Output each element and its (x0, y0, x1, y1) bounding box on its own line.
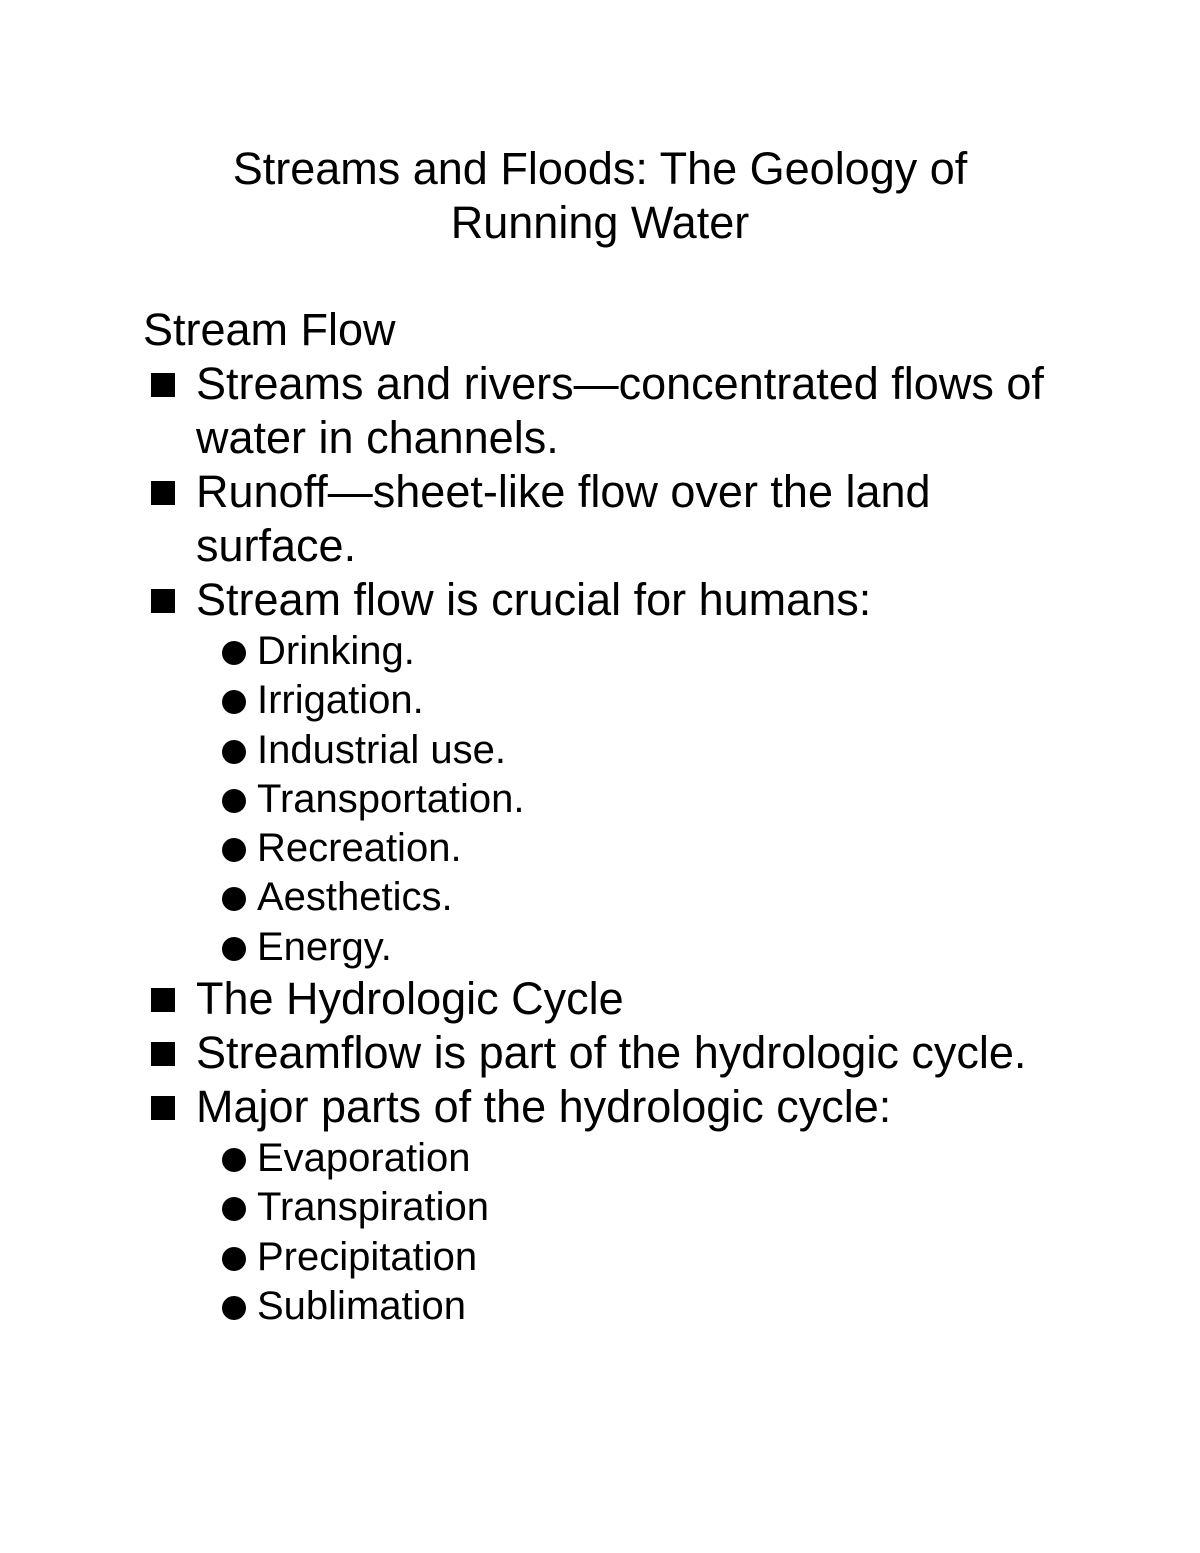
sub-list-item-text: Industrial use. (257, 727, 507, 772)
circle-bullet-icon (222, 1247, 246, 1271)
list-item-text: Runoff—sheet-like flow over the land surface. (196, 466, 931, 571)
sub-list-item-text: Sublimation (257, 1283, 467, 1328)
list-item-text: Streamflow is part of the hydrologic cycle. (196, 1027, 1027, 1079)
square-bullet-icon (151, 1042, 175, 1066)
cycle-parts-list (143, 1134, 1063, 1331)
circle-bullet-icon (222, 1296, 246, 1320)
title-line-2: Running Water (450, 197, 750, 248)
list-item (143, 972, 1063, 1026)
list-item (143, 1026, 1063, 1080)
sub-list-item (143, 1282, 1063, 1331)
circle-bullet-icon (222, 740, 246, 764)
sub-list-item (143, 627, 1063, 676)
circle-bullet-icon (222, 641, 246, 665)
sub-list-item (143, 824, 1063, 873)
circle-bullet-icon (222, 690, 246, 714)
sub-list-item-text: Irrigation. (257, 678, 424, 723)
sub-list-item (143, 1134, 1063, 1183)
circle-bullet-icon (222, 937, 246, 961)
document-body (143, 303, 1063, 1331)
sub-list-item-text: Transpiration (257, 1185, 489, 1230)
sub-list-item-text: Precipitation (257, 1234, 478, 1279)
hydrologic-bullet-list (143, 972, 1063, 1134)
section-heading: Stream Flow (143, 304, 396, 355)
list-item-text: The Hydrologic Cycle (196, 973, 624, 1025)
square-bullet-icon (151, 1096, 175, 1120)
square-bullet-icon (151, 481, 175, 505)
circle-bullet-icon (222, 1197, 246, 1221)
document-title (0, 142, 1200, 250)
circle-bullet-icon (222, 887, 246, 911)
circle-bullet-icon (222, 789, 246, 813)
list-item-text: Stream flow is crucial for humans: (196, 574, 872, 625)
list-item (143, 357, 1063, 465)
list-item-text: Major parts of the hydrologic cycle: (196, 1081, 892, 1133)
list-item-text: Streams and rivers—concentrated flows of water in channels. (196, 358, 1044, 463)
sub-list-item-text: Evaporation (257, 1136, 471, 1181)
sub-list-item (143, 775, 1063, 824)
sub-list-item-text: Transportation. (257, 776, 525, 821)
title-line-1: Streams and Floods: The Geology of (232, 143, 968, 194)
sub-list-item-text: Drinking. (257, 629, 415, 673)
sub-list-item-text: Recreation. (257, 826, 462, 871)
sub-list-item-text: Energy. (257, 924, 392, 969)
main-bullet-list (143, 357, 1063, 627)
sub-list-item (143, 873, 1063, 922)
square-bullet-icon (151, 988, 175, 1012)
list-item (143, 573, 1063, 627)
circle-bullet-icon (222, 1148, 246, 1172)
square-bullet-icon (151, 373, 175, 397)
sub-list-item (143, 1183, 1063, 1232)
list-item (143, 465, 1063, 573)
sub-list-item (143, 726, 1063, 775)
sub-list-item (143, 1233, 1063, 1282)
list-item (143, 1080, 1063, 1134)
sub-list-item-text: Aesthetics. (257, 875, 453, 920)
square-bullet-icon (151, 589, 175, 613)
human-uses-list (143, 627, 1063, 972)
circle-bullet-icon (222, 838, 246, 862)
sub-list-item (143, 923, 1063, 972)
sub-list-item (143, 676, 1063, 725)
